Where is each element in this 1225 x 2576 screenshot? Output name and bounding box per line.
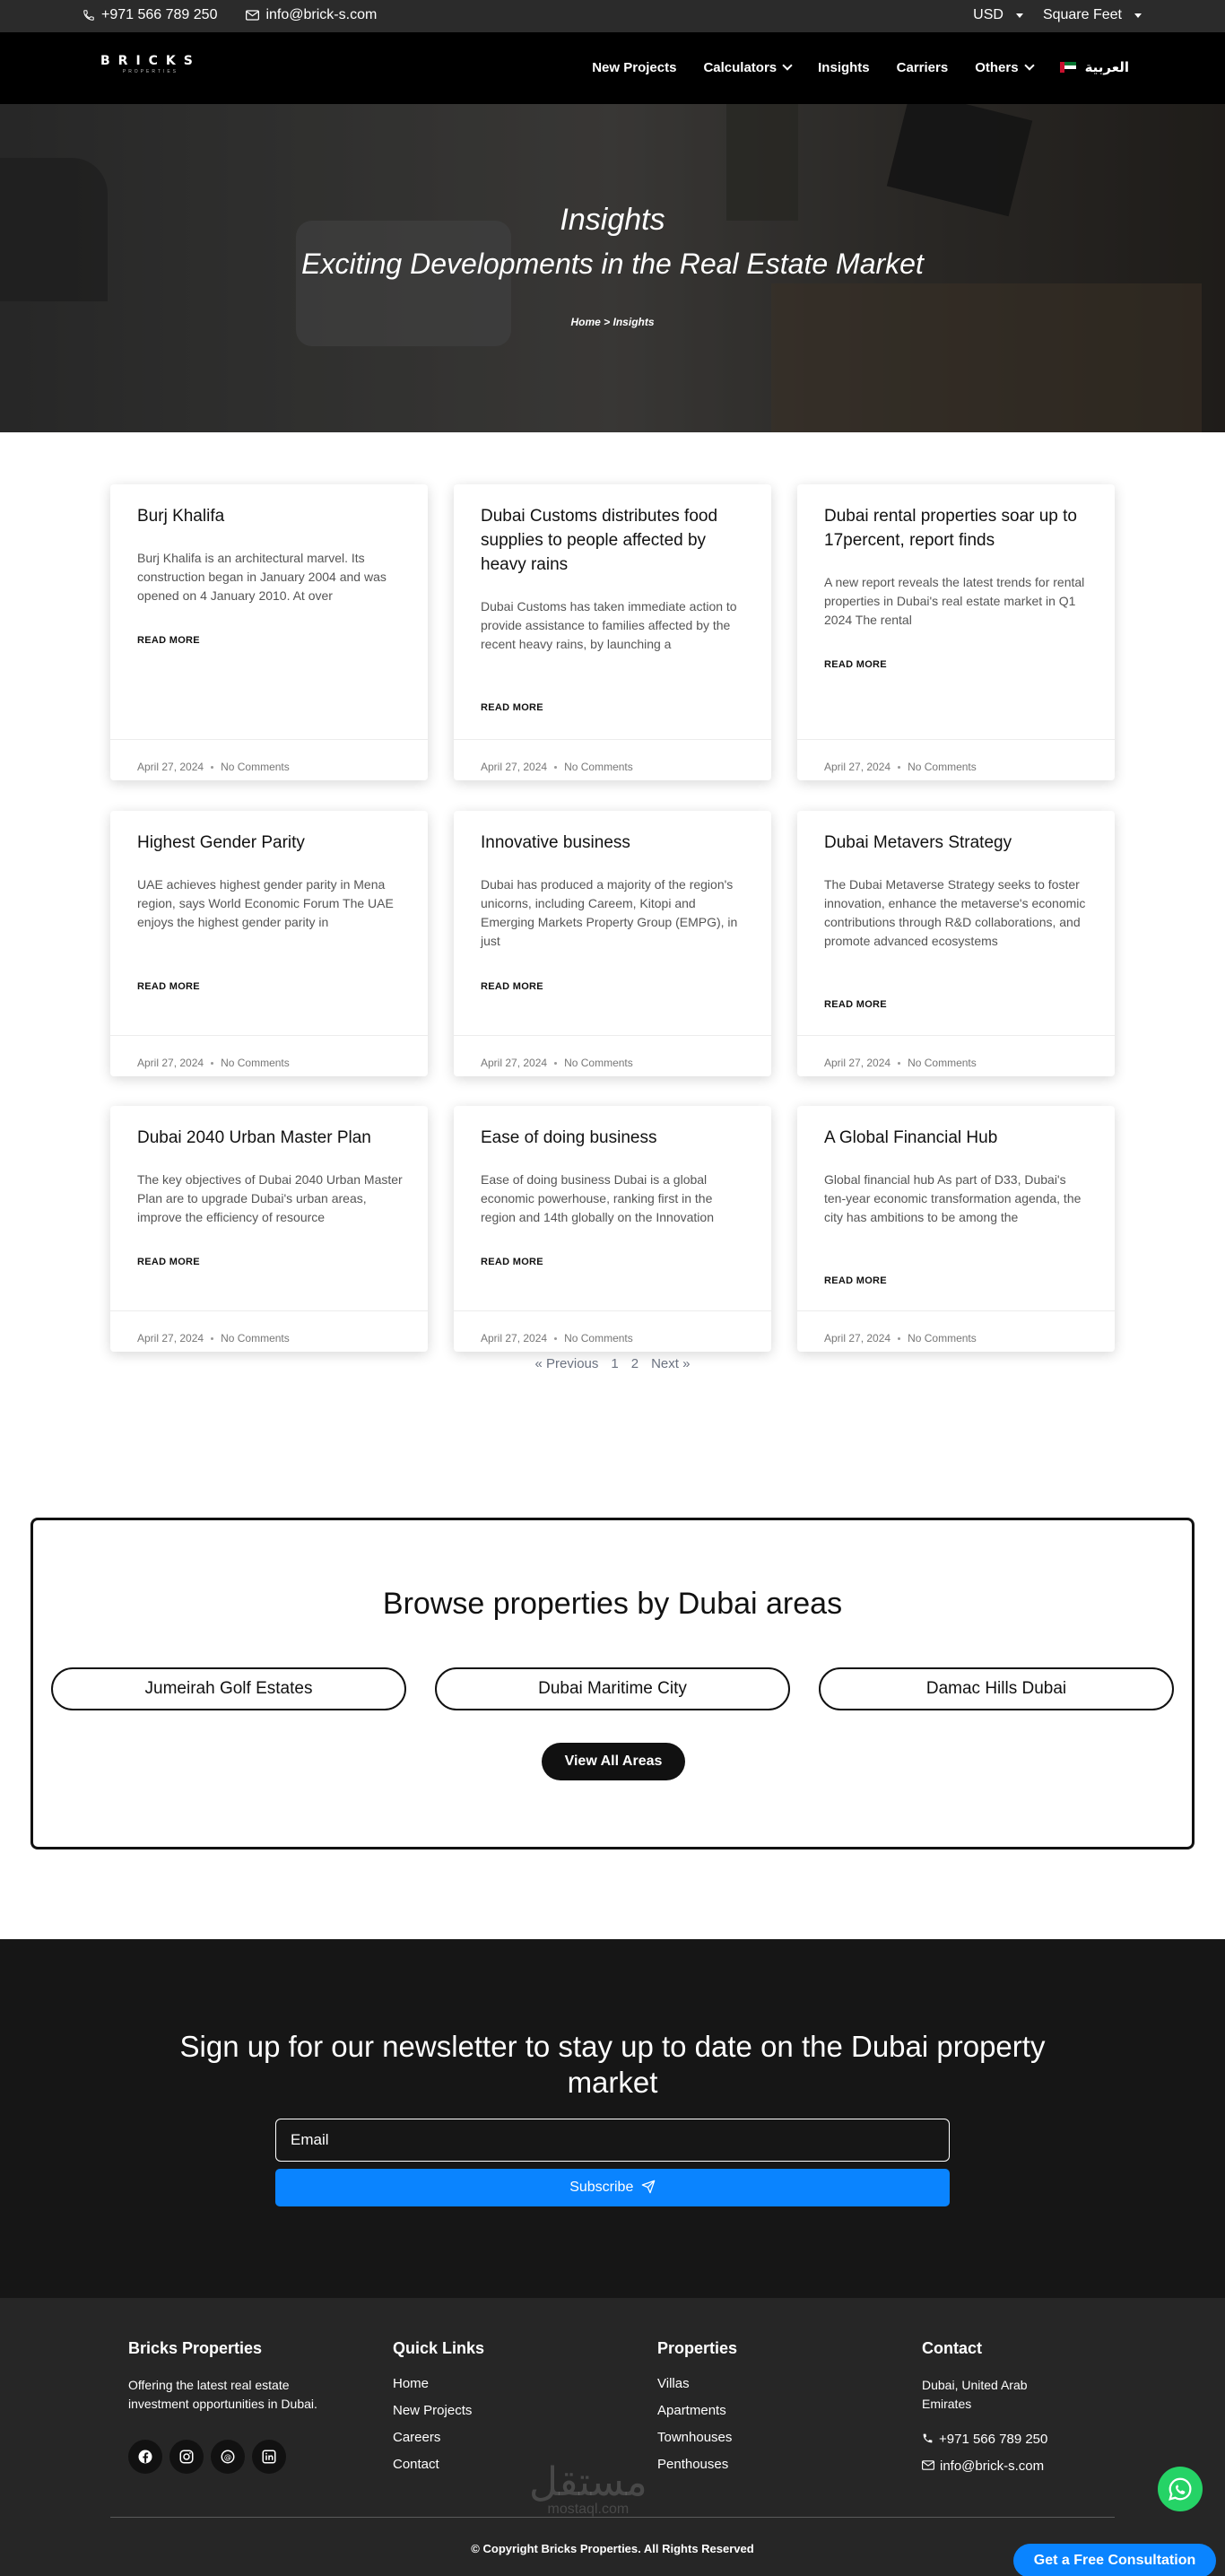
site-footer bbox=[0, 2298, 1225, 2576]
footer-divider bbox=[110, 2517, 1115, 2518]
whatsapp-icon bbox=[1167, 2476, 1194, 2502]
chevron-down-icon bbox=[782, 60, 792, 70]
post-excerpt: UAE achieves highest gender parity in Mena region, says World Economic Forum The UAE enjoys the highest gender parity in bbox=[137, 877, 394, 929]
post-title[interactable]: Burj Khalifa bbox=[137, 507, 225, 526]
post-comments[interactable]: No Comments bbox=[564, 1332, 633, 1345]
read-more-link[interactable]: READ MORE bbox=[824, 1275, 887, 1286]
post-comments[interactable]: No Comments bbox=[221, 1057, 290, 1069]
top-contact bbox=[83, 7, 377, 23]
footer-link-new-projects[interactable]: New Projects bbox=[393, 2403, 473, 2418]
social-links bbox=[128, 2440, 286, 2474]
footer-link-villas[interactable]: Villas bbox=[657, 2376, 690, 2391]
separator-dot bbox=[211, 1337, 213, 1340]
view-all-areas-button[interactable]: View All Areas bbox=[542, 1743, 685, 1780]
post-comments[interactable]: No Comments bbox=[221, 761, 290, 773]
footer-quick-title: Quick Links bbox=[393, 2339, 485, 2357]
post-card[interactable] bbox=[454, 1106, 771, 1352]
separator-dot bbox=[211, 1062, 213, 1065]
footer-about-title: Bricks Properties bbox=[128, 2339, 263, 2357]
area-damac-hills-dubai[interactable]: Damac Hills Dubai bbox=[819, 1667, 1174, 1710]
post-date: April 27, 2024 bbox=[824, 1332, 891, 1345]
footer-contact bbox=[922, 2339, 1074, 2485]
footer-link-apartments[interactable]: Apartments bbox=[657, 2403, 726, 2418]
post-excerpt: Dubai Customs has taken immediate action to provide assistance to families affected by the recent heavy rains, by launching a bbox=[481, 599, 737, 651]
caret-down-icon bbox=[1016, 13, 1023, 18]
post-excerpt: Ease of doing business Dubai is a global economic powerhouse, ranking first in the region and 14th globally on the Innovation bbox=[481, 1172, 714, 1224]
post-meta bbox=[797, 739, 1115, 780]
footer-phone[interactable] bbox=[922, 2432, 1074, 2447]
pagination-previous[interactable]: « Previous bbox=[534, 1356, 599, 1371]
post-date: April 27, 2024 bbox=[824, 1057, 891, 1069]
footer-properties-title: Properties bbox=[657, 2339, 738, 2357]
pagination-page-2[interactable]: 2 bbox=[630, 1356, 639, 1371]
logo-text: BRICKS bbox=[100, 54, 201, 68]
post-title[interactable]: Highest Gender Parity bbox=[137, 833, 305, 852]
post-meta bbox=[110, 739, 428, 780]
copyright: © Copyright Bricks Properties. All Rights Reserved bbox=[471, 2542, 754, 2555]
footer-about bbox=[128, 2339, 352, 2414]
post-comments[interactable]: No Comments bbox=[564, 761, 633, 773]
post-meta bbox=[454, 1310, 771, 1352]
breadcrumb-home[interactable]: Home bbox=[570, 316, 601, 328]
caret-down-icon bbox=[1134, 13, 1142, 18]
uae-flag-icon bbox=[1060, 62, 1076, 73]
unit-value: Square Feet bbox=[1042, 7, 1122, 22]
nav-label: Others bbox=[975, 59, 1019, 75]
phone-icon bbox=[922, 2432, 934, 2444]
footer-phone-text: +971 566 789 250 bbox=[939, 2432, 1048, 2447]
read-more-link[interactable]: READ MORE bbox=[824, 999, 887, 1010]
post-card[interactable] bbox=[797, 484, 1115, 780]
nav-item-calculators[interactable] bbox=[703, 60, 791, 75]
separator-dot bbox=[554, 766, 557, 769]
nav-menu bbox=[592, 59, 1129, 75]
post-title[interactable]: Dubai Metavers Strategy bbox=[824, 833, 1012, 852]
read-more-link[interactable]: READ MORE bbox=[481, 702, 543, 713]
subscribe-label: Subscribe bbox=[569, 2180, 634, 2195]
read-more-link[interactable]: READ MORE bbox=[824, 659, 887, 670]
threads-icon[interactable] bbox=[211, 2440, 245, 2474]
language-label: العربية bbox=[1084, 60, 1129, 75]
post-title[interactable]: Dubai Customs distributes food supplies to people affected by heavy rains bbox=[481, 507, 718, 574]
breadcrumb-separator: > bbox=[604, 316, 611, 328]
svg-text:@: @ bbox=[223, 2452, 232, 2461]
hero-banner bbox=[0, 104, 1225, 432]
post-comments[interactable]: No Comments bbox=[564, 1057, 633, 1069]
post-excerpt: The key objectives of Dubai 2040 Urban Master Plan are to upgrade Dubai's urban areas, improve the efficiency of resource bbox=[137, 1172, 403, 1224]
nav-item-new-projects[interactable] bbox=[592, 60, 676, 75]
separator-dot bbox=[211, 766, 213, 769]
newsletter-section bbox=[0, 1939, 1225, 2298]
separator-dot bbox=[898, 1337, 900, 1340]
send-icon bbox=[641, 2180, 656, 2194]
pagination-page-1: 1 bbox=[611, 1356, 619, 1371]
footer-link-careers[interactable]: Careers bbox=[393, 2430, 441, 2445]
post-comments[interactable]: No Comments bbox=[908, 1332, 977, 1345]
page-title: Insights bbox=[560, 203, 665, 237]
post-meta bbox=[110, 1310, 428, 1352]
top-phone[interactable] bbox=[83, 7, 217, 23]
envelope-icon bbox=[922, 2460, 934, 2470]
post-date: April 27, 2024 bbox=[481, 1057, 548, 1069]
footer-link-home[interactable]: Home bbox=[393, 2376, 430, 2391]
envelope-icon bbox=[246, 10, 259, 21]
nav-item-carriers[interactable] bbox=[897, 60, 949, 75]
post-date: April 27, 2024 bbox=[824, 761, 891, 773]
separator-dot bbox=[898, 766, 900, 769]
areas-heading: Browse properties by Dubai areas bbox=[382, 1587, 843, 1621]
page-subtitle: Exciting Developments in the Real Estate Market bbox=[301, 248, 924, 280]
read-more-link[interactable]: READ MORE bbox=[137, 981, 200, 992]
footer-link-penthouses[interactable]: Penthouses bbox=[657, 2457, 729, 2472]
breadcrumb-current: Insights bbox=[612, 316, 655, 328]
post-comments[interactable]: No Comments bbox=[221, 1332, 290, 1345]
currency-value: USD bbox=[973, 7, 1003, 22]
nav-label: Carriers bbox=[896, 59, 949, 75]
subscribe-button[interactable] bbox=[275, 2169, 950, 2206]
pagination-next[interactable]: Next » bbox=[651, 1356, 691, 1371]
post-card[interactable] bbox=[797, 811, 1115, 1076]
top-bar bbox=[0, 0, 1225, 32]
footer-address: Dubai, United Arab Emirates bbox=[922, 2378, 1028, 2411]
unit-select[interactable] bbox=[1043, 7, 1142, 23]
post-excerpt: A new report reveals the latest trends for rental properties in Dubai's real estate market in Q1 2024 The rental bbox=[824, 575, 1085, 627]
post-excerpt: Global financial hub As part of D33, Dubai's ten-year economic transformation agenda, the city has ambitions to be among the bbox=[824, 1172, 1082, 1224]
post-date: April 27, 2024 bbox=[137, 1057, 204, 1069]
nav-item-insights[interactable] bbox=[818, 60, 870, 75]
post-date: April 27, 2024 bbox=[137, 761, 204, 773]
post-meta bbox=[110, 1035, 428, 1076]
top-email-text: info@brick-s.com bbox=[265, 7, 378, 22]
post-excerpt: Burj Khalifa is an architectural marvel. Its construction began in January 2004 and was opened on 4 January 2010. At over bbox=[137, 551, 387, 603]
post-excerpt: The Dubai Metaverse Strategy seeks to foster innovation, enhance the metaverse's economic contributions through R&D collaborations, and promote advanced ecosystems bbox=[824, 877, 1086, 948]
post-date: April 27, 2024 bbox=[481, 1332, 548, 1345]
free-consultation-button[interactable]: Get a Free Consultation bbox=[1013, 2544, 1216, 2576]
post-title[interactable]: Innovative business bbox=[481, 833, 630, 852]
post-meta bbox=[797, 1035, 1115, 1076]
footer-email-text: info@brick-s.com bbox=[940, 2459, 1045, 2474]
post-card[interactable] bbox=[797, 1106, 1115, 1352]
post-card[interactable] bbox=[454, 484, 771, 780]
pagination bbox=[0, 1356, 1225, 1371]
area-dubai-maritime-city[interactable]: Dubai Maritime City bbox=[435, 1667, 790, 1710]
chevron-down-icon bbox=[1024, 60, 1034, 70]
separator-dot bbox=[898, 1062, 900, 1065]
separator-dot bbox=[554, 1062, 557, 1065]
post-meta bbox=[454, 739, 771, 780]
read-more-link[interactable]: READ MORE bbox=[481, 981, 543, 992]
instagram-icon[interactable] bbox=[169, 2440, 204, 2474]
currency-select[interactable] bbox=[973, 7, 1023, 23]
footer-email[interactable] bbox=[922, 2459, 1074, 2474]
top-preferences bbox=[973, 7, 1142, 23]
language-switch[interactable] bbox=[1060, 59, 1129, 75]
post-date: April 27, 2024 bbox=[137, 1332, 204, 1345]
post-card[interactable] bbox=[110, 484, 428, 780]
post-card[interactable] bbox=[110, 811, 428, 1076]
watermark-text: مستقل bbox=[529, 2459, 647, 2505]
post-card[interactable] bbox=[110, 1106, 428, 1352]
post-title[interactable]: Dubai rental properties soar up to 17percent, report finds bbox=[824, 507, 1077, 550]
read-more-link[interactable]: READ MORE bbox=[481, 1257, 543, 1267]
breadcrumb bbox=[0, 316, 1225, 328]
post-date: April 27, 2024 bbox=[481, 761, 548, 773]
phone-icon bbox=[83, 9, 95, 22]
post-meta bbox=[797, 1310, 1115, 1352]
linkedin-icon[interactable] bbox=[252, 2440, 286, 2474]
email-field[interactable]: Email bbox=[275, 2119, 950, 2162]
post-title[interactable]: Dubai 2040 Urban Master Plan bbox=[137, 1128, 371, 1147]
whatsapp-button[interactable] bbox=[1158, 2467, 1203, 2511]
facebook-icon[interactable] bbox=[128, 2440, 162, 2474]
newsletter-heading: Sign up for our newsletter to stay up to date on the Dubai property market bbox=[179, 2030, 1046, 2099]
footer-about-text: Offering the latest real estate investment opportunities in Dubai. bbox=[128, 2378, 317, 2411]
main-navigation bbox=[0, 32, 1225, 104]
watermark-subtext: mostaql.com bbox=[547, 2502, 630, 2517]
post-excerpt: Dubai has produced a majority of the region's unicorns, including Careem, Kitopi and Emerging Markets Property Group (EMPG), in just bbox=[481, 877, 738, 948]
dubai-areas-section bbox=[30, 1518, 1195, 1849]
footer-contact-title: Contact bbox=[922, 2339, 982, 2357]
footer-link-townhouses[interactable]: Townhouses bbox=[657, 2430, 733, 2445]
logo-subtext: PROPERTIES bbox=[122, 69, 178, 74]
footer-properties bbox=[657, 2339, 737, 2484]
post-title[interactable]: Ease of doing business bbox=[481, 1128, 657, 1147]
nav-label: Calculators bbox=[703, 59, 778, 75]
nav-item-others[interactable] bbox=[975, 60, 1032, 75]
mostaql-watermark bbox=[529, 2459, 647, 2518]
post-title[interactable]: A Global Financial Hub bbox=[824, 1128, 998, 1147]
post-card[interactable] bbox=[454, 811, 771, 1076]
area-jumeirah-golf-estates[interactable]: Jumeirah Golf Estates bbox=[51, 1667, 406, 1710]
post-meta bbox=[454, 1035, 771, 1076]
bricks-logo[interactable] bbox=[100, 54, 201, 74]
post-comments[interactable]: No Comments bbox=[908, 1057, 977, 1069]
footer-link-contact[interactable]: Contact bbox=[393, 2457, 439, 2472]
post-comments[interactable]: No Comments bbox=[908, 761, 977, 773]
nav-label: New Projects bbox=[592, 59, 677, 75]
top-email[interactable] bbox=[246, 7, 377, 23]
read-more-link[interactable]: READ MORE bbox=[137, 635, 200, 646]
read-more-link[interactable]: READ MORE bbox=[137, 1257, 200, 1267]
footer-quick-links bbox=[393, 2339, 484, 2484]
top-phone-text: +971 566 789 250 bbox=[101, 7, 218, 22]
separator-dot bbox=[554, 1337, 557, 1340]
nav-label: Insights bbox=[818, 59, 870, 75]
